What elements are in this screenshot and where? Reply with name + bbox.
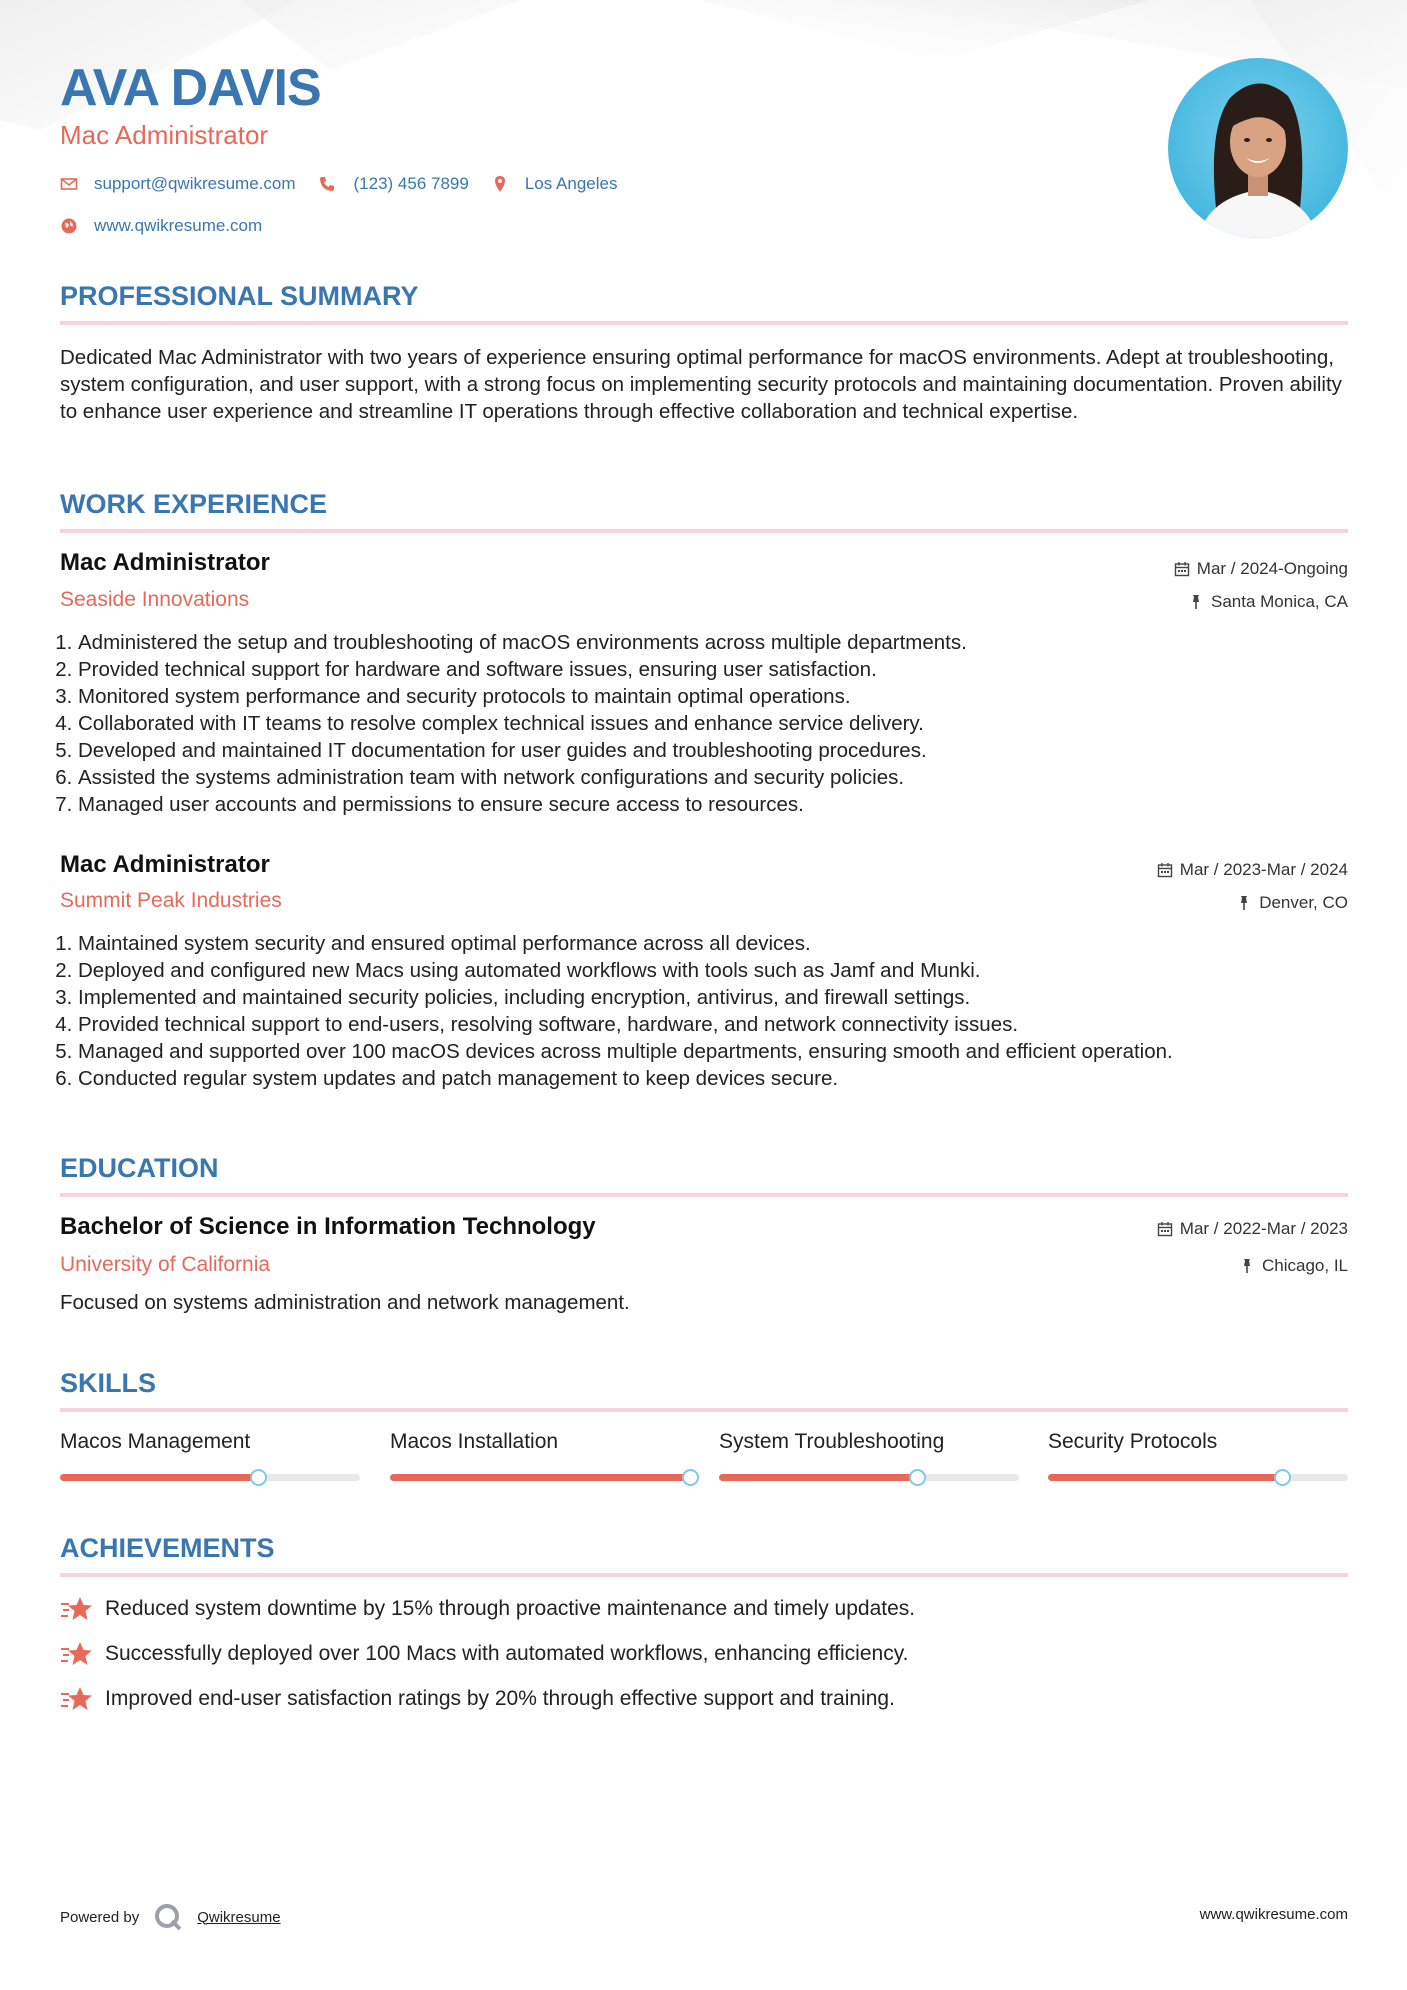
skill-level-knob — [909, 1469, 926, 1486]
achievement-text: Reduced system downtime by 15% through proactive maintenance and timely updates. — [105, 1597, 916, 1620]
section-divider — [60, 1573, 1348, 1577]
skill-level-bar — [719, 1474, 1019, 1481]
contact-row — [60, 174, 639, 194]
job-title: Mac Administrator — [60, 851, 270, 878]
section-title-achievements: ACHIEVEMENTS — [60, 1533, 275, 1563]
job-bullets — [60, 629, 967, 818]
list-item: 2. Provided technical support for hardware and software issues, ensuring user satisfaction. — [78, 656, 967, 683]
skill-item — [390, 1430, 690, 1454]
list-item: 6. Assisted the systems administration team with network configurations and security policies. — [78, 764, 967, 791]
skill-name: Macos Management — [60, 1430, 251, 1453]
skill-name: Security Protocols — [1048, 1430, 1218, 1453]
contact-location — [491, 174, 618, 194]
candidate-title: Mac Administrator — [60, 120, 269, 150]
job-dates-text: Mar / 2023-Mar / 2024 — [1179, 860, 1348, 879]
skill-name: Macos Installation — [390, 1430, 559, 1453]
education-dates — [1157, 1219, 1348, 1239]
candidate-name: AVA DAVIS — [60, 59, 321, 117]
achievement-item — [60, 1686, 895, 1712]
job-company: Seaside Innovations — [60, 588, 250, 611]
job-dates — [1174, 559, 1348, 579]
summary-text: Dedicated Mac Administrator with two years of experience ensuring optimal performance for macOS environments. Adept at troubleshooting, system configuration, and user support, with a strong focus on implementing security protocols and maintaining documentation. Proven ability to enhance user experience and streamline IT operations through effective collaboration and technical expertise. — [60, 346, 1342, 423]
job-title: Mac Administrator — [60, 549, 270, 576]
pushpin-icon — [1188, 594, 1204, 610]
list-item: 6. Conducted regular system updates and patch management to keep devices secure. — [78, 1065, 1173, 1092]
location-text: Los Angeles — [524, 174, 618, 193]
pushpin-icon — [1236, 895, 1252, 911]
skill-item — [1048, 1430, 1348, 1454]
skill-item — [719, 1430, 1019, 1454]
job-company: Summit Peak Industries — [60, 889, 282, 912]
pushpin-icon — [1239, 1258, 1255, 1274]
education-dates-text: Mar / 2022-Mar / 2023 — [1179, 1219, 1348, 1238]
footer-website[interactable]: www.qwikresume.com — [1199, 1906, 1348, 1923]
section-title-experience: WORK EXPERIENCE — [60, 489, 328, 519]
skill-level-knob — [250, 1469, 267, 1486]
job-dates-text: Mar / 2024-Ongoing — [1196, 559, 1348, 578]
achievement-item — [60, 1596, 915, 1622]
calendar-icon — [1174, 561, 1190, 577]
list-item: 7. Managed user accounts and permissions to ensure secure access to resources. — [78, 791, 967, 818]
section-divider — [60, 1193, 1348, 1197]
list-item: 3. Implemented and maintained security policies, including encryption, antivirus, and firewall settings. — [78, 984, 1173, 1011]
map-pin-icon — [491, 175, 509, 193]
qwikresume-logo-icon — [153, 1902, 183, 1932]
list-item: 1. Maintained system security and ensured optimal performance across all devices. — [78, 930, 1173, 957]
section-title-skills: SKILLS — [60, 1368, 157, 1398]
skill-level-knob — [1274, 1469, 1291, 1486]
job-bullets — [60, 930, 1173, 1092]
job-location — [1236, 893, 1348, 913]
website-text: www.qwikresume.com — [94, 216, 263, 235]
star-icon — [60, 1686, 92, 1712]
section-title-education: EDUCATION — [60, 1153, 219, 1183]
achievement-text: Improved end-user satisfaction ratings by 20% through effective support and training. — [105, 1687, 895, 1710]
skill-level-bar — [1048, 1474, 1348, 1481]
section-divider — [60, 321, 1348, 325]
achievement-text: Successfully deployed over 100 Macs with automated workflows, enhancing efficiency. — [105, 1642, 909, 1665]
skill-level-knob — [682, 1469, 699, 1486]
education-location — [1239, 1256, 1348, 1276]
education-location-text: Chicago, IL — [1262, 1256, 1348, 1275]
contact-website[interactable] — [60, 216, 262, 236]
school-name: University of California — [60, 1253, 271, 1276]
calendar-icon — [1157, 1221, 1173, 1237]
list-item: 5. Managed and supported over 100 macOS devices across multiple departments, ensuring smooth and efficient operation. — [78, 1038, 1173, 1065]
job-location-text: Denver, CO — [1259, 893, 1348, 912]
powered-by-label: Powered by — [60, 1908, 140, 1926]
phone-text: (123) 456 7899 — [353, 174, 469, 193]
contact-email[interactable] — [60, 174, 296, 194]
job-location — [1188, 592, 1348, 612]
list-item: 2. Deployed and configured new Macs using automated workflows with tools such as Jamf and Munki. — [78, 957, 1173, 984]
skill-item — [60, 1430, 360, 1454]
section-title-summary: PROFESSIONAL SUMMARY — [60, 281, 419, 311]
education-description: Focused on systems administration and network management. — [60, 1291, 630, 1314]
list-item: 5. Developed and maintained IT documentation for user guides and troubleshooting procedures. — [78, 737, 967, 764]
globe-icon — [60, 217, 78, 235]
phone-icon — [318, 175, 336, 193]
calendar-icon — [1157, 862, 1173, 878]
skill-level-fill — [60, 1474, 258, 1481]
footer-powered-by — [60, 1902, 281, 1932]
achievement-item — [60, 1641, 908, 1667]
section-divider — [60, 529, 1348, 533]
section-divider — [60, 1408, 1348, 1412]
star-icon — [60, 1596, 92, 1622]
degree-title: Bachelor of Science in Information Technology — [60, 1213, 596, 1240]
envelope-icon — [60, 175, 78, 193]
skill-level-bar — [390, 1474, 690, 1481]
list-item: 4. Collaborated with IT teams to resolve complex technical issues and enhance service delivery. — [78, 710, 967, 737]
job-dates — [1157, 860, 1348, 880]
skill-level-fill — [390, 1474, 690, 1481]
website-row — [60, 216, 284, 236]
email-text: support@qwikresume.com — [94, 174, 296, 193]
star-icon — [60, 1641, 92, 1667]
job-location-text: Santa Monica, CA — [1210, 592, 1348, 611]
skill-name: System Troubleshooting — [719, 1430, 945, 1453]
contact-phone[interactable] — [318, 174, 469, 194]
skill-level-fill — [719, 1474, 917, 1481]
qwikresume-link[interactable]: Qwikresume — [197, 1908, 281, 1926]
list-item: 3. Monitored system performance and security protocols to maintain optimal operations. — [78, 683, 967, 710]
skill-level-bar — [60, 1474, 360, 1481]
profile-photo — [1168, 58, 1348, 238]
list-item: 1. Administered the setup and troubleshooting of macOS environments across multiple departments. — [78, 629, 967, 656]
skill-level-fill — [1048, 1474, 1282, 1481]
list-item: 4. Provided technical support to end-users, resolving software, hardware, and network connectivity issues. — [78, 1011, 1173, 1038]
